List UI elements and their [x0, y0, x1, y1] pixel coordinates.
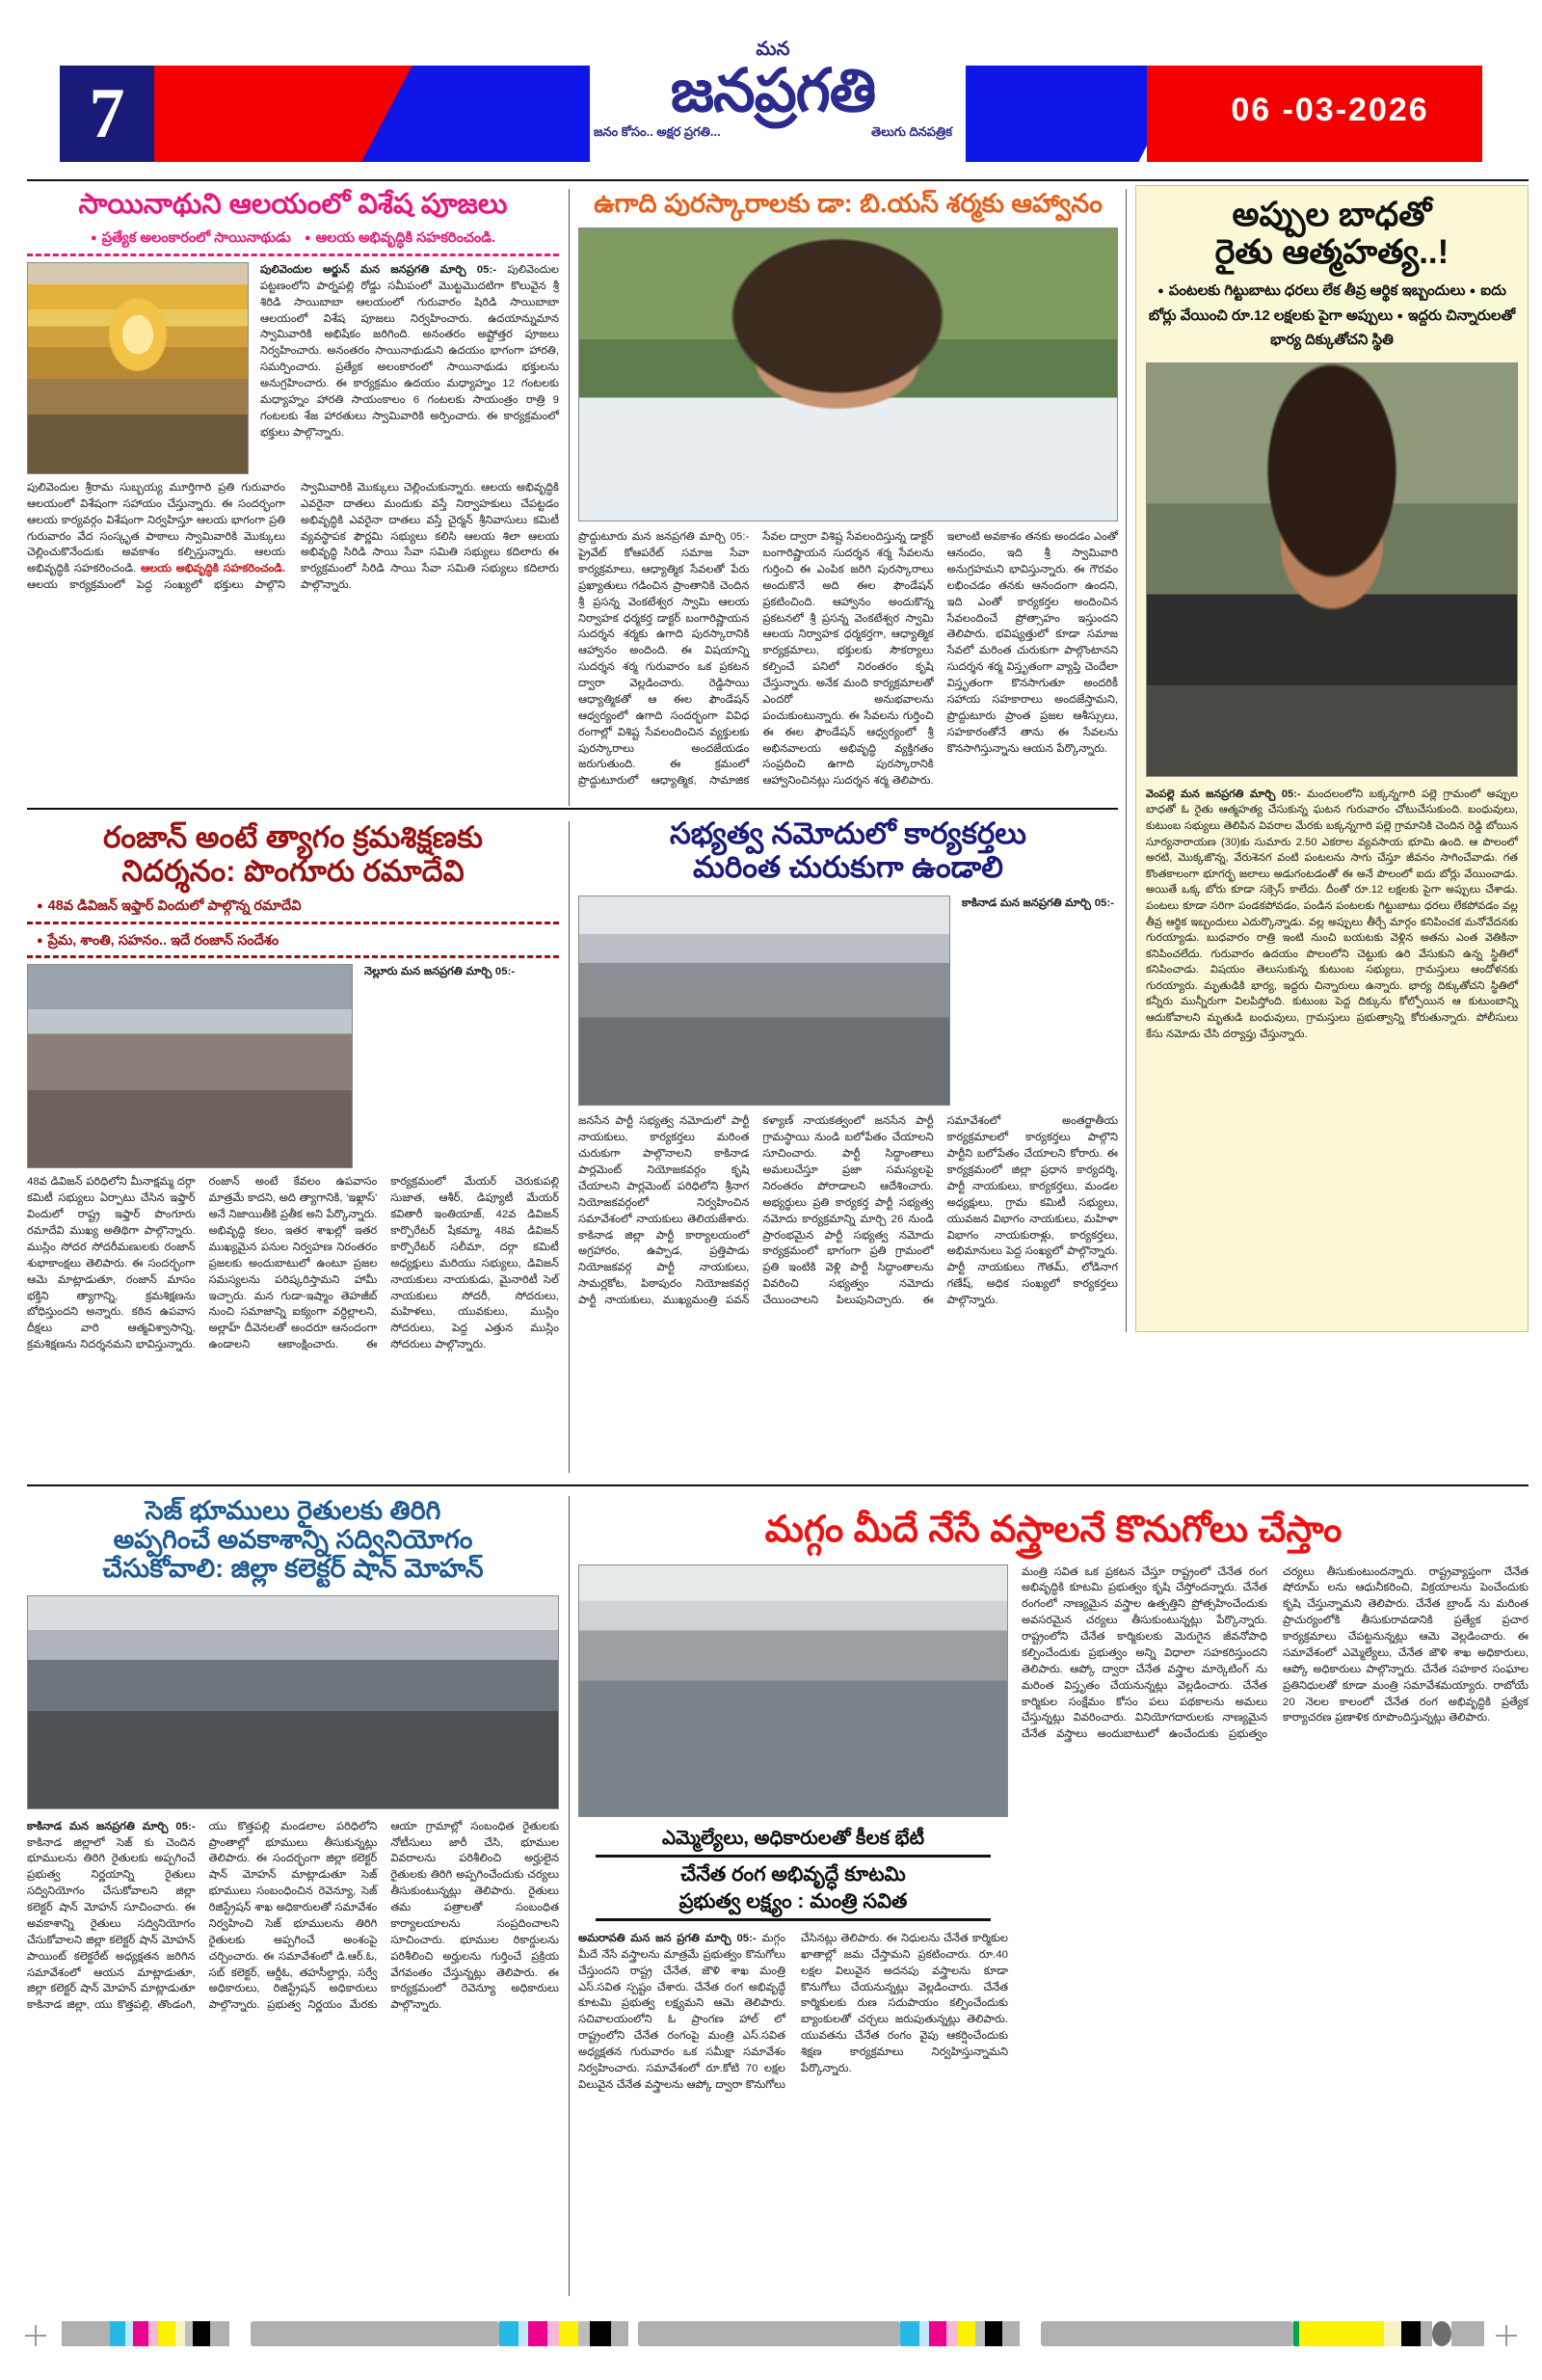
colorbar-lightmagenta-1 — [148, 2321, 158, 2346]
sai-temple-body-1: పులివెందుల పట్టణంలోని పార్నపల్లి రోడ్డు సమీపంలో మొట్టమొదటిగా కొలువైన శ్రీ శిరిడి సాయిబాబా ఆలయంలో గురువారం షిరిడి సాయిబాబా ఆలయంలో విశేష పూజలు నిర్వహించారు. ఉదయాన్నుమాన స్వామివారికి అభిషేకం జరిగింది. అనంతరం అష్టోత్తర పూజలు నిర్వహించారు. అనంతరం సాయినాథుడుని ఉదయం భాగంగా హారతి, సమర్పించారు. ప్రత్యేక అలంకారంలో సాయినాథుడు భక్తులను అనుగ్రహించారు. ఈ కార్యక్రమం ఉదయం మధ్యాహ్నం 12 గంటలకు మధ్యాహ్నం హారతి సాయంకాలం 6 గంటలకు సాయంత్రం రాత్రి 9 గంటలకు శేజ హారతులు స్వామివారికి అర్పించారు. ఈ కార్యక్రమంలో భక్తులు పాల్గొన్నారు. — [260, 263, 559, 439]
sai-temple-highlight: ఆలయ అభివృద్ధికి సహకరించండి. — [141, 563, 285, 575]
colorbar-black-3 — [985, 2321, 1002, 2346]
sai-temple-body-3: ఆలయ కార్యక్రమంలో పెద్ద సంఖ్యలో భక్తులు పాల్గొని స్వామివారికి మొక్కులు చెల్లించుకున్నారు. ఆలయ అభివృద్ధికి ఎవరైనా దాతలు మందుకు వస్తే నిర్వాహకులు చేపట్టడం అభివృద్ధికి ఎవరైనా దాతలు వస్తే చైర్మన్ శ్రీనివాసులు కమిటీ వ్యవస్థాపక ఫౌర్ణమి సభ్యులు కలిసి ఆలయ శిలా ఆలయ అభివృద్ధి సిరిడి సాయి సేవా సమితి సభ్యులు కదిలారు ఈ కార్యక్రమంలో సిరిడి సాయి సేవా సమితి సభ్యులు కదిలారు పాల్గొన్నారు. — [27, 481, 559, 592]
colorbar-lightmagenta-2 — [547, 2321, 559, 2346]
colorbar-gray-block-2 — [638, 2321, 900, 2346]
colorbar-yellow-2 — [559, 2321, 578, 2346]
col-sep-1-bottom — [569, 1496, 570, 2296]
handloom-body-2: మంత్రి సవిత ఒక ప్రకటన చేస్తూ రాష్ట్రంలో చేనేత రంగ అభివృద్ధికి కూటమి ప్రభుత్వం కృషి చేస్తోందన్నారు. చేనేత రంగంలో నాణ్యమైన వస్త్రాల ఉత్పత్తిని ప్రోత్సహించేందుకు అవసరమైన చర్యలు తీసుకుంటున్నట్లు పేర్కొన్నారు. రాష్ట్రంలోని చేనేత కార్మికులకు మెరుగైన జీవనోపాధి కల్పించేందుకు ప్రభుత్వం అన్ని విధాలా సహకరిస్తుందని తెలిపారు. ఆప్కో ద్వారా చేనేత వస్త్రాల మార్కెటింగ్ ను మరింత విస్తృతం చేయనున్నట్లు వెల్లడించారు. చేనేత కార్మికుల సంక్షేమం కోసం పలు పథకాలను అమలు చేస్తున్నట్లు వివరించారు. — [1022, 1565, 1267, 1725]
colorbar-lightmagenta-3 — [946, 2321, 958, 2346]
colorbar-black-2 — [590, 2321, 611, 2346]
article-sai-temple — [27, 189, 559, 594]
sai-temple-headline: సాయినాథుని ఆలయంలో విశేష పూజలు — [78, 189, 508, 220]
article-handloom — [578, 1510, 1529, 2094]
colorbar-gray-2 — [185, 2321, 193, 2346]
sez-headline-line2: అప్పగించే అవకాశాన్ని సద్వినియోగం — [113, 1525, 473, 1555]
farmer-suicide-photo — [1146, 362, 1518, 777]
colorbar-lightcyan-3 — [919, 2321, 929, 2346]
article-ugadi-award — [578, 189, 1118, 818]
ramzan-headline-line1: రంజాన్ అంటే త్యాగం క్రమశిక్షణకు — [102, 820, 484, 854]
colorbar-lightyellow-2 — [1384, 2321, 1401, 2346]
publication-date: 06 -03-2026 — [1231, 92, 1429, 128]
masthead-bottom-rule — [27, 179, 1529, 181]
handloom-caption-2-line2: ప్రభుత్వ లక్ష్యం : మంత్రి సవిత — [678, 1889, 908, 1912]
handloom-caption-2-line1: చేనేత రంగ అభివృద్ధే కూటమి — [680, 1862, 906, 1885]
masthead — [0, 0, 1542, 178]
sai-temple-body-2: పులివెందుల శ్రీరామ సుబ్బయ్య మూర్తిగారి ప్రతి గురువారం ఆలయంలో విశేషంగా సహాయం చేస్తున్నారు. ఈ సందర్భంగా ఆలయ కార్యవర్గం విశేషంగా నిర్వహిస్తూ ఆలయ భాగంగా ప్రతి గురువారం వేద సంస్కృత పాఠాలు స్వామివారికి మొక్కులు చెల్లించుకొనేందుకు అవకాశం కల్పిస్తున్నారు. ఆలయ అభివృద్ధికి సహకరించండి. — [27, 481, 285, 575]
row2-top-rule — [27, 808, 1118, 810]
logo-tagline-right: తెలుగు దినపత్రిక — [870, 124, 952, 140]
colorbar-yellow-1 — [158, 2321, 175, 2346]
colorbar-gray-4 — [578, 2321, 590, 2346]
farmer-suicide-sub6: చిన్నారులతో భార్య దిక్కుతోచని స్థితి — [1270, 307, 1516, 349]
ramzan-body: 48వ డివిజన్ పరిధిలోని మీనాక్షమ్మ దర్గా కమిటీ సభ్యులు ఏర్పాటు చేసిన ఇఫ్తార్ విందులో రాష్ట్ర ఇఫ్తార్ పొంగూరు రమాదేవి ముఖ్య అతిథిగా పాల్గొన్నారు. ముస్లిం సోదర సోదరీమణులకు రంజాన్ శుభాకాంక్షలు తెలిపారు. ఈ సందర్భంగా ఆమె మాట్లాడుతూ, రంజాన్ మాసం భక్తిని త్యాగాన్ని, క్రమశిక్షణను బోధిస్తుందని అన్నారు. కఠిన ఉపవాస దీక్షలు వారి ఆత్మవిశ్వాసాన్ని, క్రమశిక్షణను నిదర్శనమని భావిస్తున్నారు. రంజాన్ అంటే కేవలం ఉపవాసం మాత్రమే కాదని, అది త్యాగానికి, 'ఇఖ్లాస్' అనే నిజాయితీకి ప్రతీక అని పేర్కొన్నారు. అభివృద్ధి కలం, ఇతర శాఖల్లో ఇతర ముఖ్యమైన పనుల నిర్వహణ నిరంతరం ప్రజలకు అందుబాటులో ఉంటూ ప్రజల సమస్యలను పరిష్కరిస్తామని హామీ ఇచ్చారు. మన గుడా-ఇష్మాం తెహజీబ్ నుంచి సమాజాన్ని ఐక్యంగా వర్ధిల్లాలని, అల్లాహ్ దీవెనలతో అందరూ ఆనందంగా ఉండాలని ఆకాంక్షించారు. ఈ కార్యక్రమంలో మేయర్ చెరుకుపల్లి సుజాత, ఆశీర్, డిప్యూటీ మేయర్ కవితారీ ఇంతియాజ్, 42వ డివిజన్ కార్పొరేటర్ షేకమ్మా, 48వ డివిజన్ కార్పొరేటర్ సలీమా, దర్గా కమిటీ అధ్యక్షులు మరియు సభ్యులు, డివిజన్ నాయకులు నాయకుడు, మైనారిటీ సెల్ నాయకులు సోదరీ, సోదరులు, మహిళలు, యువకులు, ముస్లిం సోదరులు, పెద్ద ఎత్తున ముస్లిం సోదరులు పాల్గొన్నారు. — [27, 1176, 559, 1351]
colorbar-gray-6 — [975, 2321, 985, 2346]
handloom-caption-rule-bottom — [596, 1918, 991, 1921]
ramzan-divider-2 — [27, 955, 559, 958]
colorbar-lightyellow-1 — [175, 2321, 185, 2346]
sai-temple-dateline: పులివెందుల అర్జున్ మన జనప్రగతి మార్చి 05:- — [260, 263, 497, 276]
ramzan-iftar-photo — [27, 964, 353, 1168]
logo-title-text: జనప్రగతి — [670, 59, 876, 124]
registration-mark-left — [25, 2325, 46, 2346]
membership-meeting-photo — [578, 896, 950, 1106]
article-sez-land — [27, 1496, 559, 2378]
colorbar-gray-8 — [1421, 2321, 1432, 2346]
colorbar-gray-3 — [210, 2321, 229, 2346]
sai-temple-sub2: ● ఆలయ అభివృద్ధికి సహకరించండి. — [305, 230, 495, 246]
sez-headline-line1: సెజ్ భూములు రైతులకు తిరిగి — [145, 1496, 441, 1525]
registration-mark-right — [1496, 2325, 1517, 2346]
colorbar-lightcyan-1 — [125, 2321, 133, 2346]
ramzan-sub1: ● 48వ డివిజన్ ఇఫ్తార్ విందులో పాల్గొన్న రమాదేవి — [37, 898, 302, 914]
logo-tagline-left: జనం కోసం.. అక్షర ప్రగతి... — [594, 124, 721, 140]
colorbar-lightcyan-2 — [518, 2321, 528, 2346]
sez-conference-photo — [27, 1595, 559, 1809]
page-number: 7 — [60, 66, 154, 162]
sai-temple-divider — [27, 254, 559, 256]
colorbar-gray-9 — [1451, 2321, 1484, 2346]
article-membership — [578, 817, 1118, 1453]
logo-prefix-text: మన — [756, 39, 790, 60]
print-registration-colorbar — [0, 2312, 1542, 2356]
handloom-body-4: సమావేశంలో రూ.కోటి 70 లక్షల విలువైన చేనేత వస్త్రాలను ఆప్కో ద్వారా కొనుగోలు చేసినట్లు తెలిపారు. ఈ నిధులను చేనేత కార్మికుల ఖాతాల్లో జమ చేస్తామని ప్రకటించారు. రూ.40 లక్షల విలువైన అదనపు వస్త్రాలను కూడా కొనుగోలు చేయనున్నట్లు వెల్లడించారు. చేనేత కార్మికులకు రుణ సదుపాయం కల్పించేందుకు బ్యాంకులతో చర్చలు జరుపుతున్నట్లు తెలిపారు. యువతను చేనేత రంగం వైపు ఆకర్షించేందుకు శిక్షణ కార్యక్రమాలు నిర్వహిస్తున్నామని పేర్కొన్నారు. — [578, 1932, 1008, 2091]
handloom-body-1: మగ్గం మీదే నేసే వస్త్రాలను మాత్రమే ప్రభుత్వం కొనుగోలు చేస్తుందని రాష్ట్ర చేనేత, జౌళి శాఖ మంత్రి ఎస్.సవిత స్పష్టం చేశారు. చేనేత రంగ అభివృద్ధే కూటమి ప్రభుత్వ లక్ష్యమని ఆమె తెలిపారు. సచివాలయంలోని ఓ ప్రాంగణ హాల్ లో రాష్ట్రంలోని చేనేత రంగంపై మంత్రి ఎస్.సవిత అధ్యక్షతన గురువారం ఒక సమీక్షా సమావేశం నిర్వహించారు. — [578, 1932, 785, 2074]
sez-dateline: కాకినాడ మన జనప్రగతి మార్చి 05:- — [27, 1820, 196, 1832]
row3-top-rule — [27, 1484, 1529, 1486]
handloom-group-photo — [578, 1564, 1008, 1817]
farmer-suicide-sub3: ● ఐదు బోర్లు వేయించి — [1149, 282, 1506, 324]
farmer-suicide-sub1: ● పంటలకు గిట్టుబాటు ధరలు లేక తీవ్ర — [1157, 282, 1366, 299]
sez-body: కాకినాడ జిల్లాలో సెజ్ కు చెందిన భూములను తిరిగి రైతులకు అప్పగించే ప్రభుత్వ నిర్ణయాన్ని రైతులు సద్వినియోగం చేసుకోవాలని జిల్లా కలెక్టర్ షాన్ మోహన్ సూచించారు. ఈ అవకాశాన్ని రైతులు సద్వినియోగం చేసుకోవాలని జిల్లా కలెక్టర్ షాన్ మోహన్ పాయింట్ కలెక్టరేట్ అధ్యక్షతన జరిగిన సమావేశంలో ఆయన మాట్లాడుతూ, జిల్లా కలెక్టర్ షాన్ మోహన్ మాట్లాడుతూ కాకినాడ జిల్లా, యు కొత్తపల్లి, తొండంగి, యు కొత్తపల్లి మండలాల పరిధిలోని ప్రాంతాల్లో భూములు తీసుకున్నట్లు తెలిపారు. ఈ సందర్భంగా జిల్లా కలెక్టర్ షాన్ మోహన్ మాట్లాడుతూ సెజ్ భూములు సంబంధించిన రెవెన్యూ, సెజ్ రిజిస్ట్రేషన్ శాఖ అధికారులతో సమావేశం నిర్వహించి సెజ్ భూములను తిరిగి రైతులకు అప్పగించే అంశంపై చర్చించారు. ఈ సమావేశంలో డి.ఆర్.ఓ, సబ్ కలెక్టర్, ఆర్డీఓ, తహసీల్దార్లు, సర్వే అధికారులు, రిజిస్ట్రేషన్ అధికారులు పాల్గొన్నారు. ప్రభుత్వ నిర్ణయం మేరకు ఆయా గ్రామాల్లో సంబంధిత రైతులకు నోటీసులు జారీ చేసి, భూముల వివరాలను పరిశీలించి అర్హులైన రైతులకు తిరిగి అప్పగించేందుకు చర్యలు తీసుకుంటున్నట్లు తెలిపారు. రైతులు తమ పత్రాలతో సంబంధిత కార్యాలయాలను సంప్రదించాలని సూచించారు. భూముల రికార్డులను పరిశీలించి అర్హులను గుర్తించే ప్రక్రియ వేగవంతం చేస్తున్నట్లు తెలిపారు. ఈ కార్యక్రమంలో రెవెన్యూ అధికారులు పాల్గొన్నారు. — [27, 1820, 559, 2012]
col-sep-2-top — [1126, 189, 1127, 1332]
ramzan-divider-1 — [27, 922, 559, 924]
handloom-body-3: వినియోగదారులకు నాణ్యమైన చేనేత వస్త్రాలు అందుబాటులో ఉంచేందుకు ప్రభుత్వం చర్యలు తీసుకుంటుందన్నారు. రాష్ట్రవ్యాప్తంగా చేనేత షోరూమ్ లను ఆధునీకరించి, విక్రయాలను పెంచేందుకు కృషి చేస్తున్నామని తెలిపారు. చేనేత బ్రాండ్ ను మరింత ప్రాచుర్యంలోకి తీసుకురావడానికి ప్రత్యేక ప్రచార కార్యక్రమాలు చేపట్టనున్నట్లు ఆమె వెల్లడించారు. ఈ సమావేశంలో ఎమ్మెల్యేలు, చేనేత జౌళి శాఖ అధికారులు, ఆప్కో అధికారులు పాల్గొన్నారు. చేనేత సహకార సంఘాల ప్రతినిధులతో కూడా మంత్రి సమావేశమయ్యారు. రాబోయే 20 నెలల కాలంలో చేనేత రంగ అభివృద్ధికి ప్రత్యేక కార్యాచరణ ప్రణాళిక రూపొందిస్తున్నట్లు తెలిపారు. — [1022, 1565, 1529, 1741]
colorbar-gray-7 — [1002, 2321, 1020, 2346]
handloom-caption-1: ఎమ్మెల్యేలు, అధికారులతో కీలక భేటీ — [661, 1827, 925, 1849]
colorbar-magenta-3 — [929, 2321, 946, 2346]
colorbar-yellow-block — [1299, 2321, 1384, 2346]
colorbar-magenta-1 — [133, 2321, 148, 2346]
colorbar-yellow-3 — [958, 2321, 975, 2346]
farmer-suicide-body: మందలంలోని బక్కన్నగారి పల్లె గ్రామంలో అప్పుల బాధతో ఓ రైతు ఆత్మహత్య చేసుకున్న ఘటన గురువారం చోటుచేసుకుంది. బంధువులు, కుటుంబ సభ్యులు తెలిపిన వివరాల మేరకు బక్కన్నగారి పల్లె గ్రామానికి చెందిన రెడ్డి బోయిన సూర్యనారాయణ (30)కు సుమారు 2.50 ఎకరాల వ్యవసాయ భూమి ఉంది. ఆ పొలంలో అరటి, మొక్కజొన్న, వేరుశెనగ వంటి పంటలను సాగు చేస్తూ జీవనం సాగించేవాడు. గత కొంతకాలంగా భూగర్భ జలాలు అడుగంటడంతో ఈ అనే పొలంలో ఐదు బోర్లు వేయించాడు. అయితే ఒక్క బోరు కూడా సక్సెస్ కాలేదు. దీంతో రూ.12 లక్షలకు పైగా అప్పులు చేశాడు. పంటలు కూడా సరిగా పండకపోవడం, పండిన పంటలకు గిట్టుబాటు ధరలు లేకపోవడం వల్ల తీవ్ర ఆర్థిక ఇబ్బందులు ఎదుర్కొన్నాడు. వల్ల అప్పులు తీర్చే మార్గం కనిపించక మనోవేదనకు గురయ్యాడు. బుధవారం రాత్రి ఇంటి నుంచి బయటకు వెళ్లిన అతను ఎంత వెతికినా కనిపించలేదు. గురువారం ఉదయం పొలంలోని చెట్టుకు ఉరి వేసుకుని ఉన్న స్థితిలో కనిపించాడు. విషయం తెలుసుకున్న కుటుంబ సభ్యులు, గ్రామస్తులు ఆందోళనకు గురయ్యారు. మృతుడికి భార్య, ఇద్దరు చిన్నారులు ఉన్నారు. భార్య దిక్కుతోచని స్థితిలో కన్నీరు మున్నీరుగా విలపిస్తోంది. కుటుంబ పెద్ద దిక్కును కోల్పోయిన ఆ కుటుంబాన్ని ఆదుకోవాలని మృతుడి బంధువులు, గ్రామస్తులు ప్రభుత్వాన్ని కోరుతున్నారు. పోలీసులు కేసు నమోదు చేసి దర్యాప్తు చేస్తున్నారు. — [1146, 788, 1518, 1040]
sai-temple-photo — [27, 262, 249, 474]
ramzan-headline-line2: నిదర్శనం: పొంగూరు రమాదేవి — [121, 853, 465, 888]
colorbar-cyan-3 — [900, 2321, 919, 2346]
article-ramzan — [27, 821, 559, 1519]
farmer-suicide-headline-line2: రైతు ఆత్మహత్య..! — [1214, 233, 1449, 272]
farmer-suicide-dateline: వెంపల్లె మన జనప్రగతి మార్చి 05:- — [1146, 788, 1301, 800]
membership-headline-line2: మరింత చురుకుగా ఉండాలి — [693, 849, 1003, 884]
farmer-suicide-sub4: రూ.12 లక్షలకు పైగా అప్పులు — [1231, 307, 1394, 324]
colorbar-black-4 — [1401, 2321, 1421, 2346]
membership-dateline: కాకినాడ మన జనప్రగతి మార్చి 05:- — [962, 897, 1114, 910]
colorbar-dot — [1432, 2321, 1451, 2346]
handloom-dateline: అమరావతి మన జన ప్రగతి మార్చి 05:- — [578, 1932, 757, 1944]
col-sep-1-mid — [569, 821, 570, 1473]
colorbar-magenta-2 — [528, 2321, 547, 2346]
handloom-headline: మగ్గం మీదే నేసే వస్త్రాలనే కొనుగోలు చేస్తాం — [764, 1510, 1343, 1550]
farmer-suicide-headline-line1: అప్పుల బాధతో — [1232, 196, 1432, 233]
colorbar-gray-1 — [62, 2321, 110, 2346]
ramzan-dateline: నెల్లూరు మన జనప్రగతి మార్చి 05:- — [364, 966, 516, 978]
handloom-caption-rule-top — [596, 1855, 991, 1858]
colorbar-gray-5 — [611, 2321, 628, 2346]
membership-body: జనసేన పార్టీ సభ్యత్వ నమోదులో పార్టీ నాయకులు, కార్యకర్తలు మరింత చురుకుగా పాల్గొనాలని కాకినాడ పార్లమెంట్ నియోజకవర్గం కృషి చేయాలని పార్లమెంట్ పరిధిలోని శ్రీనాగ నియోజకవర్గంలో నిర్వహించిన సమావేశంలో నాయకులు తెలియజేశారు. కాకినాడ జిల్లా పార్టీ కార్యాలయంలో అగ్రహారం, ఉప్పాడ, ప్రత్తిపాడు నియోజకవర్గ పార్టీ నాయకులు, సామర్లకోట, పిఠాపురం నియోజకవర్గ పార్టీ నాయకులు, ముఖ్యమంత్రి పవన్ కళ్యాణ్ నాయకత్వంలో జనసేన పార్టీ గ్రామస్థాయి నుండి బలోపేతం చేయాలని సూచించారు. పార్టీ సిద్ధాంతాలు అమలుచేస్తూ ప్రజా సమస్యలపై నిరంతరం పోరాడాలని ఆదేశించారు. అభ్యర్థులు ప్రతి కార్యకర్త పార్టీ సభ్యత్వ నమోదు కార్యక్రమాన్ని మార్చి 26 నుండి ప్రారంభమైన పార్టీ సభ్యత్వ నమోదు కార్యక్రమంలో భాగంగా ప్రతి గ్రామంలో ప్రతి ఇంటికి వెళ్లి పార్టీ సిద్ధాంతాలను వివరించి సభ్యత్వం నమోదు చేయించాలని పిలుపునిచ్చారు. ఈ సమావేశంలో అంతర్జాతీయ కార్యక్రమాలలో కార్యకర్తలు పాల్గొని పార్టీని బలోపేతం చేయాలని కోరారు. ఈ కార్యక్రమంలో జిల్లా ప్రధాన కార్యదర్శి, పార్టీ నాయకులు, కార్యకర్తలు, మండల అధ్యక్షులు, గ్రామ కమిటీ సభ్యులు, యువజన విభాగం నాయకులు, మహిళా విభాగం నాయకురాళ్లు, కార్యకర్తలు, అభిమానులు పెద్ద సంఖ్యలో పాల్గొన్నారు. పార్టీ నాయకులు గౌతమ్, లోడినాగ గణేష్, అధిక సంఖ్యలో కార్యకర్తలు పాల్గొన్నారు. — [578, 1115, 1118, 1307]
farmer-suicide-sub5: ● ఇద్దరు — [1396, 308, 1442, 324]
colorbar-cyan-1 — [110, 2321, 125, 2346]
colorbar-black-1 — [193, 2321, 210, 2346]
newspaper-logo — [590, 39, 956, 174]
col-sep-1-top — [569, 189, 570, 806]
ugadi-award-headline: ఉగాది పురస్కారాలకు డా: బి.యస్ శర్మకు ఆహ్వానం — [594, 189, 1103, 218]
colorbar-cyan-2 — [499, 2321, 518, 2346]
sai-temple-sub1: ● ప్రత్యేక అలంకారంలో సాయినాథుడు — [91, 230, 291, 246]
ugadi-award-body: ప్రొద్దుటూరు మన జనప్రగతి మార్చి 05:- ప్రైవేట్ కోఆపరేట్ సమాజ సేవా కార్యక్రమాలు, ఆధ్యాత్మిక సేవలతో పేరు ప్రఖ్యాతులు గడించిన ప్రాంతానికి చెందిన శ్రీ ప్రసన్న వెంకటేశ్వర స్వామి ఆలయ నిర్వాహక ధర్మకర్త డాక్టర్ బంగారిష్ణాయన సుదర్శన శర్మకు ఉగాది పురస్కారానికి ఆహ్వానం అందింది. ఈ విషయాన్ని సుదర్శన శర్మ గురువారం ఒక ప్రకటన ద్వారా వెల్లడించారు. రెడ్డిసాయి ఆధ్యాత్మికతో ఆ ఈల ఫౌండేషన్ ఆధ్వర్యంలో ఉగాది సందర్భంగా వివిధ రంగాల్లో విశిష్ట సేవలందించిన వ్యక్తులకు పురస్కారాలు అందజేయడం జరుగుతుంది. ఈ క్రమంలో ప్రొద్దుటూరులో ఆధ్యాత్మిక, సామాజిక సేవల ద్వారా విశిష్ట సేవలందిస్తున్న డాక్టర్ బంగారిష్ణాయన సుదర్శన శర్మ సేవలను గుర్తించి ఈ ఎంపిక జరిగి పురస్కారాలు అందుకొనే అది ఈల ఫౌండేషన్ ప్రకటించింది. ఆహ్వానం అందుకొన్న ప్రకటనలో శ్రీ ప్రసన్న వెంకటేశ్వర స్వామి ఆలయ నిర్వాహక ధర్మకర్తగా, ఆధ్యాత్మిక కార్యక్రమాలు, భక్తులకు సౌకర్యాలు కల్పించే పనిలో నిరంతరం కృషి చేస్తున్నారు. అనేక మంది కార్యక్రమాలతో ఎందరో అనుభవాలను పంచుకుంటున్నారు. ఈ సేవలను గుర్తించి ఈ ఈల ఫౌండేషన్ ఆధ్వర్యంలో శ్రీ అభినవాలయ అభివృద్ధి వ్యక్తిగతం సంప్రదించి ఉగాది పురస్కారానికి ఆహ్వానించినట్లు సుదర్శన శర్మ తెలిపారు. ఇలాంటి అవకాశం తనకు అందడం ఎంతో ఆనందం, ఇది శ్రీ స్వామివారి అనుగ్రహమని భావిస్తున్నారు. ఈ గౌరవం లభించడం తనకు ఆనందంగా ఉందని, ఇది ఎంతో కార్యకర్తల అందించిన సేవలందించే ప్రోత్సాహం ఇస్తుందని తెలిపారు. భవిష్యత్తులో కూడా సమాజ సేవలో మరింత చురుకుగా పాల్గొంటానని సుదర్శన శర్మ విస్తృతంగా వ్యాప్తి చెందేలా విస్తృతంగా కొనసాగుతూ అందరికీ సహాయ సహకారాలు అందజేస్తామని, ప్రొద్దుటూరు ప్రాంత ప్రజల ఆశీస్సులు, సహకారంతోనే తాను ఈ సేవలను కొనసాగిస్తున్నాను ఆయన పేర్కొన్నారు. — [578, 531, 1118, 788]
sez-headline-line3: చేసుకోవాలి: జిల్లా కలెక్టర్ షాన్ మోహన్ — [102, 1554, 484, 1584]
article-farmer-suicide — [1135, 185, 1529, 1332]
ramzan-sub2: ● ప్రేమ, శాంతి, సహనం.. ఇదే రంజాన్ సందేశం — [37, 933, 279, 949]
ugadi-award-photo — [578, 227, 1118, 521]
colorbar-gray-block-3 — [1041, 2321, 1293, 2346]
colorbar-gray-block-1 — [251, 2321, 499, 2346]
farmer-suicide-sub2: ఆర్థిక ఇబ్బందులు — [1369, 282, 1466, 300]
membership-headline-line1: సభ్యత్వ నమోదులో కార్యకర్తలు — [669, 816, 1026, 850]
